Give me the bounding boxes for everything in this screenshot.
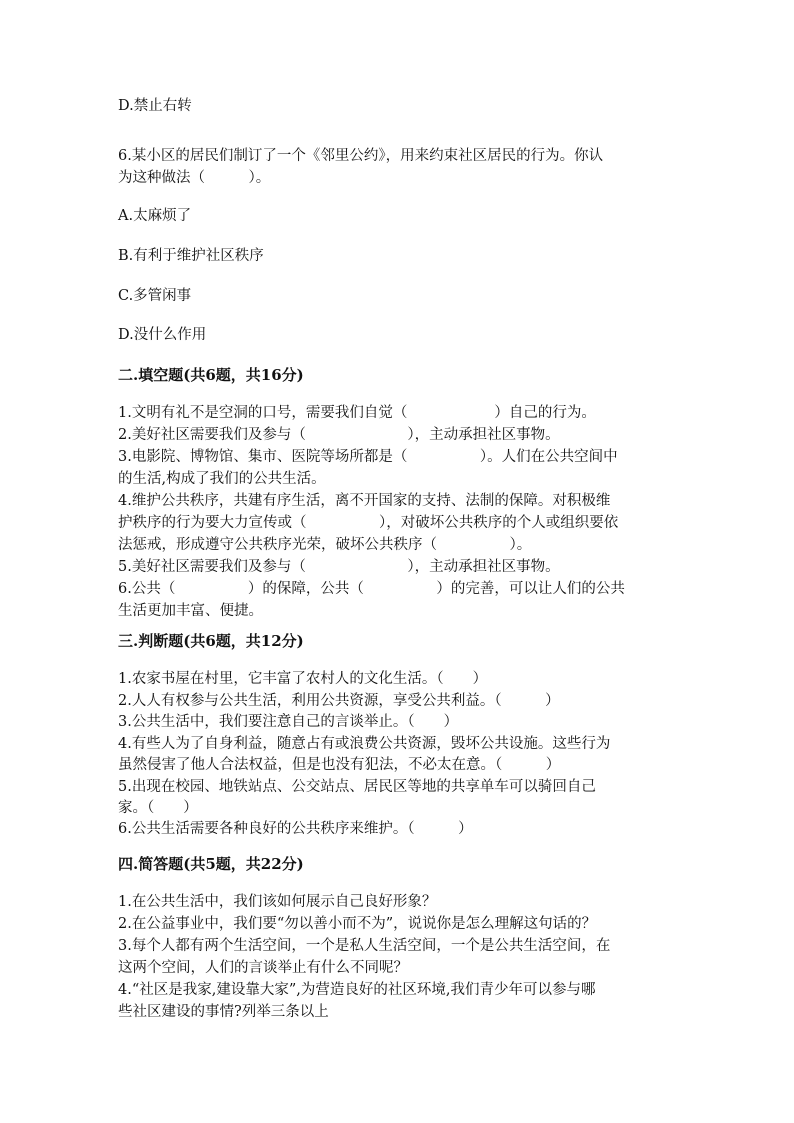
- q6-option-d: D.没什么作用: [118, 327, 207, 343]
- section-3-line: 6.公共生活需要各种良好的公共秩序来维护。（ ）: [118, 821, 473, 837]
- q6-option-b: B.有利于维护社区秩序: [118, 248, 264, 264]
- section-2-line: 5.美好社区需要我们及参与（ ），主动承担社区事物。: [118, 559, 560, 575]
- section-3-line: 1.农家书屋在村里，它丰富了农村人的文化生活。（ ）: [118, 671, 488, 687]
- section-2-heading: 二.填空题(共6题，共16分): [118, 366, 304, 384]
- q6-option-a: A.太麻烦了: [118, 208, 192, 224]
- section-4-line: 3.每个人都有两个生活空间，一个是私人生活空间，一个是公共生活空间，在: [118, 938, 611, 954]
- section-4-line: 4.“社区是我家,建设靠大家”,为营造良好的社区环境,我们青少年可以参与哪: [118, 982, 596, 998]
- section-2-line: 6.公共（ ）的保障，公共（ ）的完善，可以让人们的公共: [118, 581, 625, 597]
- q6-option-c: C.多管闲事: [118, 288, 192, 304]
- section-3-line: 5.出现在校园、地铁站点、公交站点、居民区等地的共享单车可以骑回自己: [118, 779, 596, 795]
- section-3-line: 2.人人有权参与公共生活，利用公共资源，享受公共利益。（ ）: [118, 693, 560, 709]
- section-4-line: 1.在公共生活中，我们该如何展示自己良好形象？: [118, 894, 437, 910]
- section-4-line: 2.在公益事业中，我们要“勿以善小而不为”，说说你是怎么理解这句话的？: [118, 916, 597, 932]
- section-3-line: 4.有些人为了自身利益，随意占有或浪费公共资源，毁坏公共设施。这些行为: [118, 736, 611, 752]
- section-2-line: 法惩戒，形成遵守公共秩序光荣，破坏公共秩序（ ）。: [118, 537, 532, 553]
- section-4-heading: 四.简答题(共5题，共22分): [118, 855, 304, 873]
- section-2-line: 的生活,构成了我们的公共生活。: [118, 471, 326, 487]
- section-2-line: 4.维护公共秩序，共建有序生活，离不开国家的支持、法制的保障。对积极维: [118, 493, 611, 509]
- section-4-line: 些社区建设的事情?列举三条以上: [118, 1004, 329, 1020]
- q5-option-d: D.禁止右转: [118, 98, 192, 114]
- section-3-line: 3.公共生活中，我们要注意自己的言谈举止。（ ）: [118, 714, 459, 730]
- section-2-line: 生活更加丰富、便捷。: [118, 603, 263, 619]
- section-4-line: 这两个空间，人们的言谈举止有什么不同呢？: [118, 960, 408, 976]
- q6-stem-line-1: 6.某小区的居民们制订了一个《邻里公约》，用来约束社区居民的行为。你认: [118, 148, 604, 164]
- section-2-line: 2.美好社区需要我们及参与（ ），主动承担社区事物。: [118, 427, 560, 443]
- section-2-line: 3.电影院、博物馆、集市、医院等场所都是（ ）。人们在公共空间中: [118, 449, 618, 465]
- section-2-line: 护秩序的行为要大力宣传或（ ），对破坏公共秩序的个人或组织要依: [118, 515, 619, 531]
- section-3-line: 虽然侵害了他人合法权益，但是也没有犯法，不必太在意。（ ）: [118, 757, 561, 773]
- section-3-line: 家。（ ）: [118, 800, 198, 816]
- section-2-line: 1.文明有礼不是空洞的口号，需要我们自觉（ ）自己的行为。: [118, 405, 596, 421]
- section-3-heading: 三.判断题(共6题，共12分): [118, 632, 304, 650]
- q6-stem-line-2: 为这种做法（ ）。: [118, 170, 271, 186]
